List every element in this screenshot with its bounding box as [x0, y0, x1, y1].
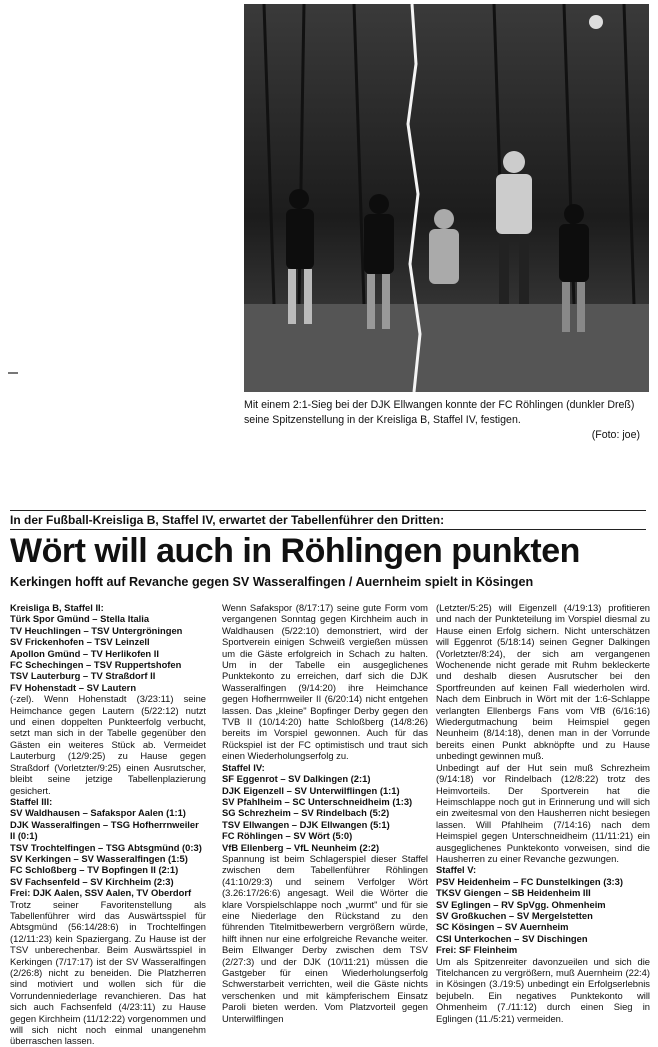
fixture: SV Eglingen – RV SpVgg. Ohmenheim [436, 898, 606, 910]
fixture: Frei: DJK Aalen, SSV Aalen, TV Oberdorf [10, 887, 192, 899]
fixture: SV Frickenhofen – TSV Leinzell [10, 636, 150, 648]
fixture: SV Fachsenfeld – SV Kirchheim (2:3) [10, 875, 174, 887]
fixture: CSI Unterkochen – SV Dischingen [436, 932, 588, 944]
article-column-1 [10, 602, 206, 1047]
league-title: Staffel V: [436, 864, 477, 876]
league-title: Staffel IV: [222, 761, 265, 773]
photo-credit: (Foto: joe) [591, 429, 640, 441]
league-title: Staffel III: [10, 795, 53, 807]
football-scene-image [244, 4, 649, 392]
fixture: SC Kösingen – SV Auernheim [436, 921, 569, 933]
article-paragraph: Um als Spitzenreiter davonzueilen und sich die Titelchancen zu vergrößern, muß Auernheim (22:4) in Kösingen (3./19:5) unbedingt ein Erfolgserlebnis bejubeln. Ein negatives Punktekonto will Ohmenheim (7./11:12) durch einen Sieg in Eglingen (11./5:21) vermeiden. [436, 955, 650, 1024]
article-paragraph: (-zel). Wenn Hohenstadt (3/23:11) seine Heimchance gegen Lautern (5/22:12) nutzt und einen doppelten Punkteerfolg verbucht, setzt man sich in der Tabelle gegenüber den Gästen ein weiteres Stück ab. Vermeidet Lauterburg (12/9:25) zu Hause gegen Straßdorf (Vorletzter/9:25) einen Ausrutscher, bleibt seine jetzige Tabellenplazierung gesichert. [10, 693, 206, 796]
fixture: FC Schechingen – TSV Ruppertshofen [10, 659, 182, 671]
fixture: TSV Lauterburg – TV Straßdorf II [10, 670, 156, 682]
article-paragraph: Unbedingt auf der Hut sein muß Schrezheim (9/14:18) vor Rindelbach (12/8:22) trotz des Heimvorteils. Der Sportverein hat die Heimschlappe noch gut in Erinnerung und will sich ein zweitesmal von den Hausherren nicht besiegen lassen. Will Pfahlheim (7/14:16) nach dem Heimspiel gegen Unterschneidheim (11/11:21) ein ausgeglichenes Punktekonto vorweisen, sind die Hausherren zu einer Revanche gezwungen. [436, 761, 650, 864]
fixture: SV Pfahlheim – SC Unterschneidheim (1:3) [222, 795, 413, 807]
fixture: DJK Eigenzell – SV Unterwilflingen (1:1) [222, 784, 400, 796]
fixture: PSV Heidenheim – FC Dunstelkingen (3:3) [436, 875, 624, 887]
fixture: FV Hohenstadt – SV Lautern [10, 681, 137, 693]
fixture: SV Kerkingen – SV Wasseralfingen (1:5) [10, 852, 188, 864]
match-photo [244, 4, 649, 392]
article-column-3 [436, 602, 650, 1024]
photo-caption [244, 398, 654, 443]
fixture: SV Waldhausen – Safakspor Aalen (1:1) [10, 807, 186, 819]
fixture: FC Schloßberg – TV Bopfingen II (2:1) [10, 864, 179, 876]
article-paragraph: Spannung ist beim Schlagerspiel dieser Staffel zwischen dem Tabellenführer Röhlingen (41:10/29:3) und seinem Verfolger Wört (3.26:17/26:6) angesagt. Weil die Wörter die klare Vorspielschlappe noch „wurmt" und für sie eine Niederlage den Rückstand zu den führenden Titelmitbewerbern vergrößern würde, hilft ihnen nur eine erfolgreiche Revanche weiter. Beim Ellwanger Derby zwischen dem TSV (2/27:3) und der DJK (10/11:21) müssen die Gastgeber für einen Wiederholungserfolg Schwerstarbeit verrichten, weil die Gäste nichts verschenken und mit kämpferischem Einsatz Paroli bieten werden. Vom Platzvorteil gegen Unterwilflingen [222, 852, 428, 1024]
article-paragraph: Wenn Safakspor (8/17:17) seine gute Form vom vergangenen Sonntag gegen Kirchheim auch in Waldhausen (5/22:10) demonstriert, wird der Sportverein einigen Schweiß vergießen müssen um die Gäste erfolgreich in Schach zu halten. Um in der Tabelle ein ausgeglichenes Punktekonto zu erreichen, darf sich die DJK Wasseralfingen (9/14:20) ihre Heimchance gegen Hofherrnweiler II (6/20:14) nicht entgehen lassen. Das „kleine" Bopfinger Derby gegen den TVB II (10/14:20) hatte Schloßberg (14/8:26) bereits im Vorspiel gewonnen. Auch für das Rückspiel ist der FC optimistisch und traut sich einen Wiederholungserfolg zu. [222, 602, 428, 762]
fixture: VfB Ellenberg – VfL Neunheim (2:2) [222, 841, 380, 853]
kicker-line: In der Fußball-Kreisliga B, Staffel IV, erwartet der Tabellenführer den Dritten: [10, 510, 646, 530]
headline: Wört will auch in Röhlingen punkten [10, 532, 580, 570]
fixture: Apollon Gmünd – TV Herlikofen II [10, 647, 159, 659]
fixture: Frei: SF Fleinheim [436, 944, 518, 956]
fixture: TKSV Giengen – SB Heidenheim III [436, 887, 591, 899]
subheadline: Kerkingen hofft auf Revanche gegen SV Wasseralfingen / Auernheim spielt in Kösingen [10, 575, 534, 589]
fixture: Türk Spor Gmünd – Stella Italia [10, 613, 150, 625]
fixture: TSV Ellwangen – DJK Ellwangen (5:1) [222, 818, 390, 830]
article-paragraph: Trotz seiner Favoritenstellung als Tabellenführer wird das Auswärtsspiel für Abtsgmünd (56:14/28:6) in Trochtelfingen (12/11:23) kein Spaziergang. Zu Hause ist der TSV unberechenbar. Beim Auswärtsspiel in Kerkingen (7/17:17) ist der SV Wasseralfingen (2/26:8) nicht zu beneiden. Die Platzherren sind motiviert und wollen sich für die Vorrundenniederlage revanchieren. Das hat sich auch Fachsenfeld (4/23:11) zu Hause gegen Kirchheim (11/12:22) vorgenommen und will sich nicht noch einmal unangenehm überraschen lassen. [10, 898, 206, 1047]
article-column-2 [222, 602, 428, 1024]
article-paragraph: (Letzter/5:25) will Eigenzell (4/19:13) profitieren und nach der Punkteteilung im Vorspiel diesmal zu Hause einen Erfolg sichern. Nicht unterschätzen will Eggenrot (5/18:14) seinen Gegner Dalkingen (Vorletzter/8:24), der sich am vergangenen Wochenende nicht gerade mit Ruhm bekleckerte und deshalb diesen Ausrutscher bei den Sportfreunden auf keinen Fall wiederholen wird. Nach dem Einbruch in Wört mit der 1:6-Schlappe verlangten Ellenbergs Fans vom VfB (6/16:16) Wiedergutmachung beim Heimspiel gegen Neunheim (8/14:18), denen man in der Vorrunde bereits einen Punkt abknöpfte und zu Hause unbedingt gewinnen muß. [436, 602, 650, 762]
fixture: FC Röhlingen – SV Wört (5:0) [222, 830, 353, 842]
fixture: TV Heuchlingen – TSV Untergröningen [10, 624, 183, 636]
fixture: SG Schrezheim – SV Rindelbach (5:2) [222, 807, 390, 819]
league-title: Kreisliga B, Staffel II: [10, 602, 104, 613]
caption-text: Mit einem 2:1-Sieg bei der DJK Ellwangen konnte der FC Röhlingen (dunkler Dreß) seine Spitzenstellung in der Kreisliga B, Staffel IV, festigen. [244, 399, 635, 426]
fixture: DJK Wasseralfingen – TSG Hofherrnweiler II (0:1) [10, 818, 199, 842]
scan-artifact [8, 372, 18, 374]
fixture: SV Großkuchen – SV Mergelstetten [436, 909, 593, 921]
ball [589, 15, 603, 29]
fixture: SF Eggenrot – SV Dalkingen (2:1) [222, 773, 371, 785]
fixture: TSV Trochtelfingen – TSG Abtsgmünd (0:3) [10, 841, 202, 853]
